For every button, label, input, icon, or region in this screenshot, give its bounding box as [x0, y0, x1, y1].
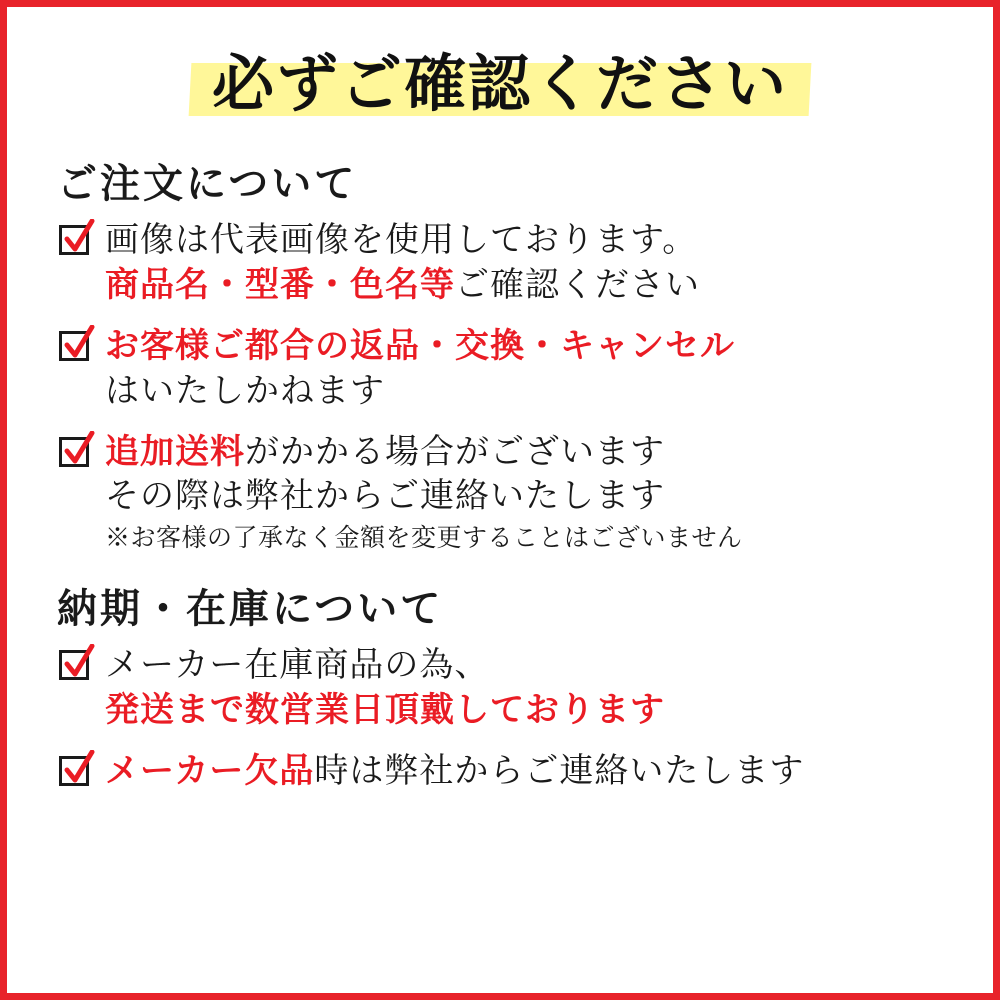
section-delivery: [47, 577, 953, 795]
checkbox-checked-icon: [59, 756, 95, 792]
checkbox-checked-icon: [59, 650, 95, 686]
checkbox-checked-icon: [59, 437, 95, 473]
item-line: お客様ご都合の返品・交換・キャンセル: [105, 327, 735, 365]
item-line: 発送まで数営業日頂戴しております: [105, 692, 665, 730]
section-heading-delivery: 納期・在庫について: [57, 586, 444, 632]
list-item: [59, 325, 953, 415]
item-line: メーカー在庫商品の為、: [105, 647, 490, 685]
list-item: [59, 219, 953, 309]
list-item: [59, 750, 953, 795]
section-order: [47, 152, 953, 555]
page-title: [47, 49, 953, 124]
item-line: その際は弊社からご連絡いたします: [105, 478, 665, 516]
notice-page: [7, 7, 993, 993]
item-line: 追加送料がかかる場合がございます: [105, 433, 665, 471]
item-line: 画像は代表画像を使用しております。: [105, 222, 698, 260]
checkbox-checked-icon: [59, 331, 95, 367]
item-note: ※お客様の了承なく金額を変更することはございません: [105, 525, 743, 553]
section-heading-order: ご注文について: [57, 161, 358, 207]
title-text: 必ずご確認ください: [211, 51, 788, 119]
checkbox-checked-icon: [59, 225, 95, 261]
list-item: [59, 644, 953, 734]
item-line: はいたしかねます: [105, 372, 385, 410]
list-item: [59, 431, 953, 556]
item-line: 商品名・型番・色名等ご確認ください: [105, 266, 700, 304]
item-line: メーカー欠品時は弊社からご連絡いたします: [105, 753, 805, 791]
